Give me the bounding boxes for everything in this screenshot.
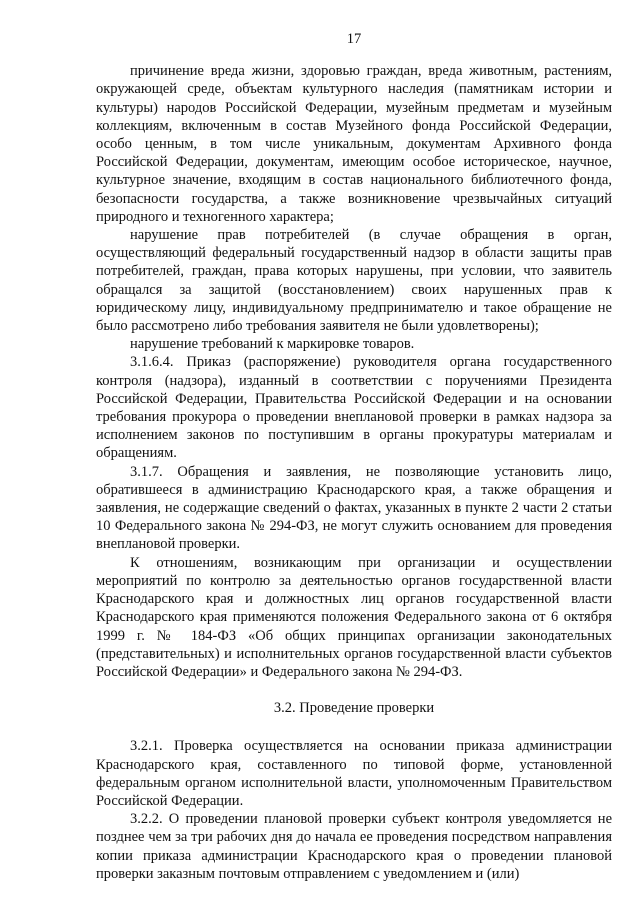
paragraph-3-1-6-4: 3.1.6.4. Приказ (распоряжение) руководителя органа государственного контроля (надзора), изданный в соответствии с поручениями Президента Российской Федерации, Правительства Российской Федерации и на основании требования прокурора о проведении внеплановой проверки в рамках надзора за исполнением законов по поступившим в органы прокуратуры материалам и обращениям. xyxy=(96,354,612,462)
paragraph-consumer-rights: нарушение прав потребителей (в случае обращения в орган, осуществляющий федеральный государственный надзор в области защиты прав потребителей, граждан, права которых нарушены, при условии, что заявитель обращался за защитой (восстановлением) своих нарушенных прав к юридическому лицу, индивидуальному предпринимателю и такое обращение не было рассмотрено либо требования заявителя не были удовлетворены); xyxy=(96,227,612,335)
paragraph-3-2-2: 3.2.2. О проведении плановой проверки субъект контроля уведомляется не позднее чем за три рабочих дня до начала ее проведения посредством направления копии приказа администрации Краснодарского края о проведении плановой проверки заказным почтовым отправлением с уведомлением и (или) xyxy=(96,811,612,882)
paragraph-3-2-1: 3.2.1. Проверка осуществляется на основании приказа администрации Краснодарского края, составленного по типовой форме, установленной федеральным органом исполнительной власти, уполномоченным Правительством Российской Федерации. xyxy=(96,738,612,809)
paragraph-relations: К отношениям, возникающим при организации и осуществлении мероприятий по контролю за деятельностью органов государственной власти Краснодарского края и должностных лиц органов государственной власти Краснодарского края применяются положения Федерального закона от 6 октября 1999 г. № 184-ФЗ «Об общих принципах организации законодательных (представительных) и исполнительных органов государственной власти субъектов Российской Федерации» и Федерального закона № 294-ФЗ. xyxy=(96,554,612,680)
paragraph-harm: причинение вреда жизни, здоровью граждан, вреда животным, растениям, окружающей среде, объектам культурного наследия (памятникам истории и культуры) народов Российской Федерации, музейным предметам и музейным коллекциям, включенным в состав Музейного фонда Российской Федерации, особо ценным, в том числе уникальным, документам Архивного фонда Российской Федерации, документам, имеющим особое историческое, научное, культурное значение, входящим в состав национального библиотечного фонда, безопасности государства, а также возникновение чрезвычайных ситуаций природного и техногенного характера; xyxy=(96,63,612,225)
paragraph-labeling: нарушение требований к маркировке товаров. xyxy=(130,336,415,353)
paragraph-3-1-7: 3.1.7. Обращения и заявления, не позволяющие установить лицо, обратившееся в администрацию Краснодарского края, а также обращения и заявления, не содержащие сведений о фактах, указанных в пункте 2 части 2 статьи 10 Федерального закона № 294-ФЗ, не могут служить основанием для проведения внеплановой проверки. xyxy=(96,463,612,553)
section-heading: 3.2. Проведение проверки xyxy=(273,700,435,717)
page-number: 17 xyxy=(346,31,362,47)
